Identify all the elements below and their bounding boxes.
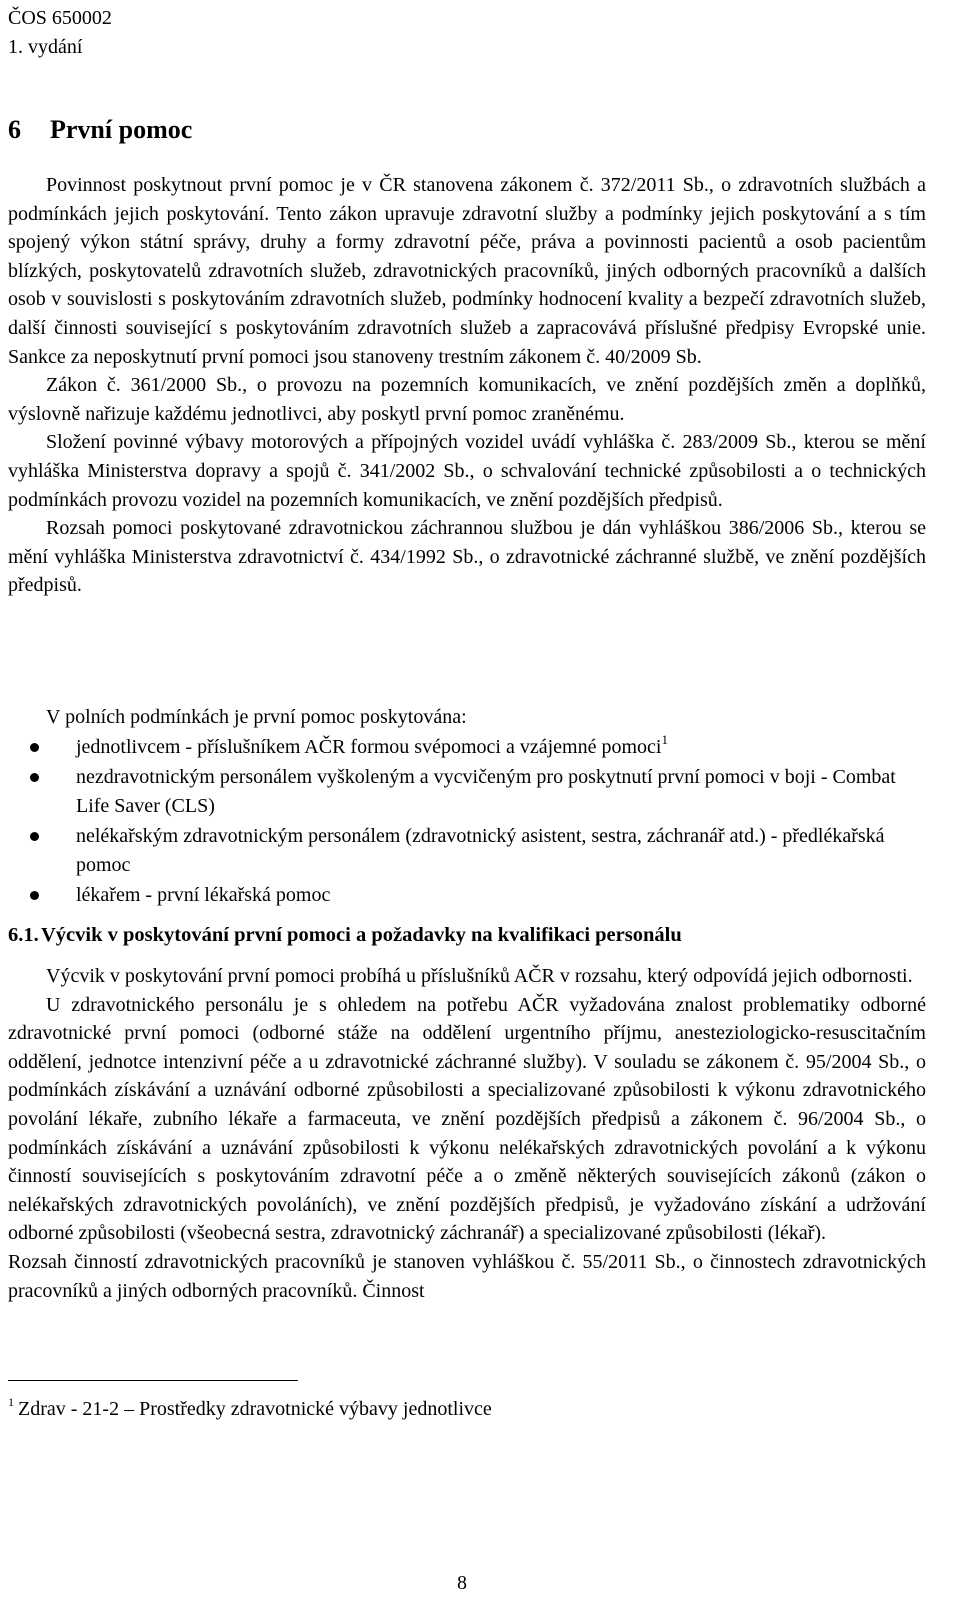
footnote-text: Zdrav - 21-2 – Prostředky zdravotnické výbavy jednotlivce (18, 1398, 492, 1420)
edition-label: 1. vydání (8, 36, 83, 58)
subsection-body (8, 962, 926, 1305)
list-item-text: nelékařským zdravotnickým personálem (zdravotnický asistent, sestra, záchranář atd.) - předlékařská pomoc (76, 824, 885, 876)
paragraph: Rozsah pomoci poskytované zdravotnickou záchrannou službou je dán vyhláškou 386/2006 Sb., kterou se mění vyhláška Ministerstva zdravotnictví č. 434/1992 Sb., o zdravotnické záchranné službě, ve znění pozdějších předpisů. (8, 517, 926, 597)
subsection-title: Výcvik v poskytování první pomoci a požadavky na kvalifikaci personálu (41, 924, 682, 946)
paragraph: Povinnost poskytnout první pomoc je v ČR stanovena zákonem č. 372/2011 Sb., o zdravotních službách a podmínkách jejich poskytování. Tento zákon upravuje zdravotní služby a podmínky jejich poskytování a s tím spojený výkon státní správy, druhy a formy zdravotní péče, práva a povinnosti pacientů a osob pacientům blízkých, poskytovatelů zdravotních služeb, zdravotnických pracovníků, jiných odborných pracovníků a dalších osob v souvislosti s poskytováním zdravotních služeb, podmínky hodnocení kvality a bezpečí zdravotních služeb, další činnosti související s poskytováním zdravotních služeb a zapracovává příslušné předpisy Evropské unie. Sankce za neposkytnutí první pomoci jsou stanoveny trestním zákonem č. 40/2009 Sb. (8, 174, 926, 368)
paragraph: U zdravotnického personálu je s ohledem na potřebu AČR vyžadována znalost problematiky odborné zdravotnické první pomoci (odborné stáže na oddělení urgentního příjmu, anesteziologicko-resuscitačním oddělení, jednotce intenzivní péče a u zdravotnické záchranné služby). V souladu se zákonem č. 95/2004 Sb., o podmínkách získávání a uznávání odborné způsobilosti a specializované způsobilosti k výkonu zdravotnického povolání lékaře, zubního lékaře a farmaceuta, ve znění pozdějších předpisů a zákonem č. 96/2004 Sb., o podmínkách získávání a uznávání způsobilosti k výkonu nelékařských zdravotnických povolání a k výkonu činností souvisejících s poskytováním zdravotní péče a o změně některých souvisejících zákonů (zákon o nelékařských zdravotnických povoláních), ve znění pozdějších předpisů, je vyžadováno získání a udržování odborné způsobilosti (všeobecná sestra, zdravotnický záchranář) a specializované způsobilosti (lékař). (8, 993, 926, 1245)
paragraph: Výcvik v poskytování první pomoci probíhá u příslušníků AČR v rozsahu, který odpovídá jejich odbornosti. (46, 965, 913, 987)
list-intro: V polních podmínkách je první pomoc poskytována: (46, 706, 467, 728)
list-item-text: jednotlivcem - příslušníkem AČR formou svépomoci a vzájemné pomoci (76, 736, 662, 758)
document-header (8, 4, 112, 62)
footnote (8, 1395, 492, 1421)
bullet-icon (30, 743, 39, 752)
section-title: První pomoc (50, 115, 193, 144)
list-item-text: nezdravotnickým personálem vyškoleným a vycvičeným pro poskytnutí první pomoci v boji - Combat Life Saver (CLS) (76, 765, 896, 817)
section-number: 6 (8, 115, 21, 144)
bullet-icon (30, 832, 39, 841)
list-item (8, 822, 926, 881)
section-body (8, 171, 926, 600)
subsection-number: 6.1. (8, 924, 39, 946)
list-item (8, 881, 926, 911)
paragraph: Složení povinné výbavy motorových a přípojných vozidel uvádí vyhláška č. 283/2009 Sb., kterou se mění vyhláška Ministerstva dopravy a spojů č. 341/2002 Sb., o schvalování technické způsobilosti a o technických podmínkách provozu vozidel na pozemních komunikacích, ve znění pozdějších předpisů. (8, 431, 926, 511)
paragraph: Zákon č. 361/2000 Sb., o provozu na pozemních komunikacích, ve znění pozdějších změn a doplňků, výslovně nařizuje každému jednotlivci, aby poskytl první pomoc zraněnému. (8, 374, 926, 425)
footnote-marker: 1 (8, 1395, 14, 1409)
footnote-reference[interactable]: 1 (661, 732, 668, 747)
list-item (8, 763, 926, 822)
page-number: 8 (457, 1572, 467, 1594)
standard-id: ČOS 650002 (8, 7, 112, 29)
bullet-list (8, 733, 926, 910)
list-item (8, 733, 926, 763)
paragraph: Rozsah činností zdravotnických pracovníků je stanoven vyhláškou č. 55/2011 Sb., o činnostech zdravotnických pracovníků a jiných odborných pracovníků. Činnost (8, 1250, 926, 1302)
subsection-heading (8, 924, 682, 947)
list-item-text: lékařem - první lékařská pomoc (76, 883, 331, 906)
bullet-icon (30, 773, 39, 782)
footnote-separator (8, 1380, 298, 1381)
section-heading (8, 115, 192, 145)
bullet-icon (30, 891, 39, 900)
